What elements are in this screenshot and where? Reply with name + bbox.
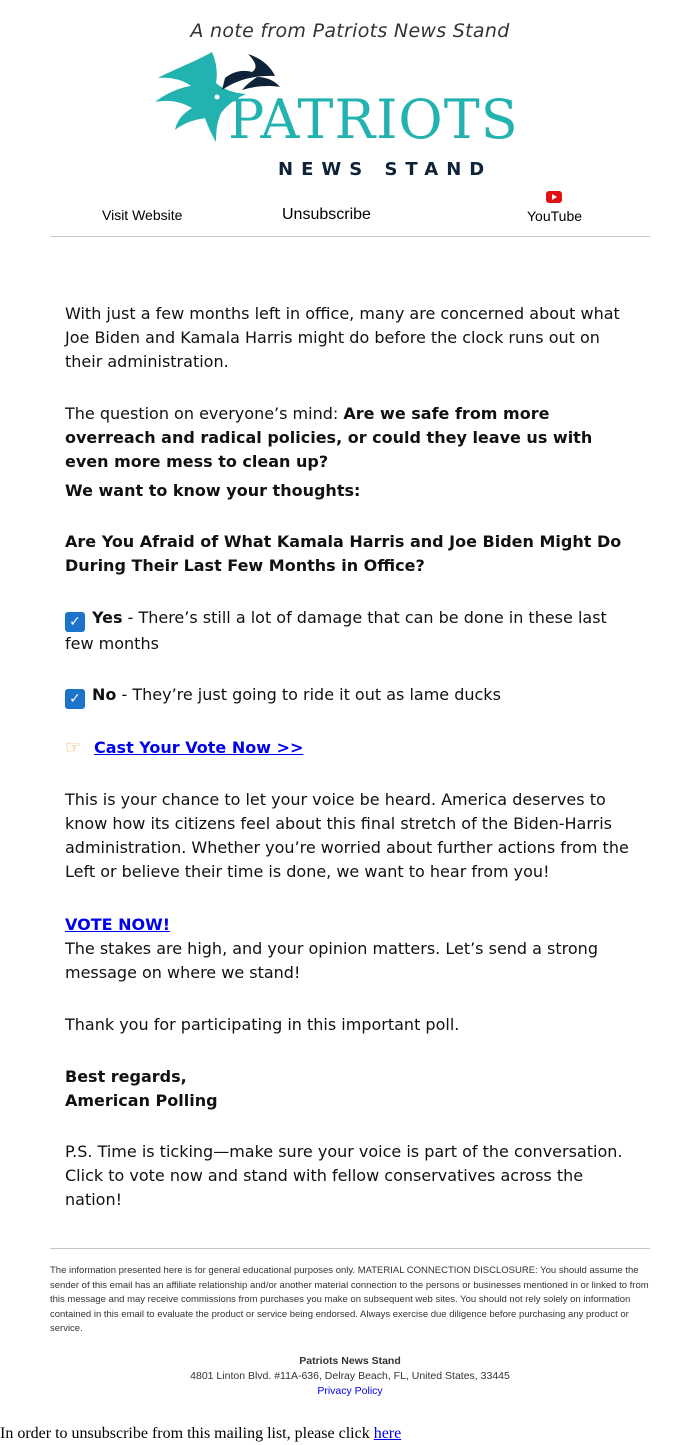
brand-name: PATRIOTS	[228, 88, 519, 151]
pointing-hand-icon: ☞	[65, 737, 82, 758]
thanks-paragraph	[65, 1013, 640, 1037]
question-bold: Are we safe from more overreach and radical policies, or could they leave us with even more mess to clean up?	[65, 404, 593, 471]
visit-website-link[interactable]: Visit Website	[102, 207, 183, 223]
option-no[interactable]	[65, 683, 640, 709]
option-yes-text: - There’s still a lot of damage that can be done in these last few months	[65, 608, 607, 653]
footer-divider	[50, 1248, 650, 1249]
checkbox-icon: ✓	[65, 689, 85, 709]
poll-question-text: Are You Afraid of What Kamala Harris and Joe Biden Might Do During Their Last Few Months in Office?	[65, 532, 622, 575]
regards-text: Best regards,	[65, 1067, 187, 1086]
patriots-logo	[150, 50, 550, 185]
unsubscribe-here-link[interactable]: here	[373, 1425, 402, 1442]
youtube-icon[interactable]	[546, 191, 562, 203]
company-name: Patriots News Stand	[299, 1355, 401, 1367]
checkbox-icon: ✓	[65, 612, 85, 632]
bottom-unsubscribe	[0, 1425, 401, 1443]
poll-question	[65, 530, 640, 578]
option-no-label: No	[92, 685, 117, 704]
thanks-text: Thank you for participating in this important poll.	[65, 1015, 460, 1034]
cast-vote-link[interactable]: Cast Your Vote Now >>	[94, 738, 304, 757]
voice-paragraph	[65, 788, 640, 884]
thoughts-heading	[65, 479, 640, 503]
ps-text: P.S. Time is ticking—make sure your voice is part of the conversation. Click to vote now and stand with fellow conservatives across the nation!	[65, 1142, 623, 1209]
signature-text: American Polling	[65, 1091, 218, 1110]
disclosure-text: The information presented here is for general educational purposes only. MATERIAL CONNECTION DISCLOSURE: You should assume the sender of this email has an affiliate relationship and/or another material connection to the persons or businesses mentioned in or linked to from this message and may receive commissions from purchases you make on subsequent web sites. You should not rely solely on information contained in this email to evaluate the product or service being endorsed. Always exercise due diligence before purchasing any product or service.	[50, 1265, 649, 1334]
ps-paragraph	[65, 1140, 640, 1212]
brand-subtitle: NEWS STAND	[278, 159, 493, 180]
question-paragraph	[65, 402, 640, 474]
vote-now-link[interactable]: VOTE NOW!	[65, 915, 171, 934]
cta-row	[65, 736, 640, 760]
signature-block	[65, 1065, 640, 1113]
unsubscribe-link[interactable]: Unsubscribe	[282, 206, 371, 223]
intro-text: With just a few months left in office, many are concerned about what Joe Biden and Kamala Harris might do before the clock runs out on their administration.	[65, 304, 620, 371]
thoughts-text: We want to know your thoughts:	[65, 481, 361, 500]
question-intro: The question on everyone’s mind:	[65, 404, 344, 423]
company-address: 4801 Linton Blvd. #11A-636, Delray Beach, FL, United States, 33445	[190, 1370, 510, 1382]
header-note: A note from Patriots News Stand	[190, 20, 510, 42]
stakes-text: The stakes are high, and your opinion matters. Let’s send a strong message on where we stand!	[65, 939, 598, 982]
privacy-policy-link[interactable]: Privacy Policy	[317, 1385, 383, 1397]
bottom-unsubscribe-text: In order to unsubscribe from this mailing list, please click	[0, 1425, 374, 1442]
option-yes[interactable]	[65, 606, 640, 656]
header-divider	[50, 236, 650, 237]
option-yes-label: Yes	[92, 608, 123, 627]
footer-address-block	[0, 1354, 700, 1399]
vote-now-block	[65, 913, 640, 985]
option-no-text: - They’re just going to ride it out as lame ducks	[116, 685, 501, 704]
voice-text: This is your chance to let your voice be heard. America deserves to know how its citizens feel about this final stretch of the Biden-Harris administration. Whether you’re worried about further actions from the Left or believe their time is done, we want to hear from you!	[65, 790, 629, 881]
youtube-link[interactable]: YouTube	[527, 208, 583, 224]
body-paragraph	[65, 302, 640, 374]
